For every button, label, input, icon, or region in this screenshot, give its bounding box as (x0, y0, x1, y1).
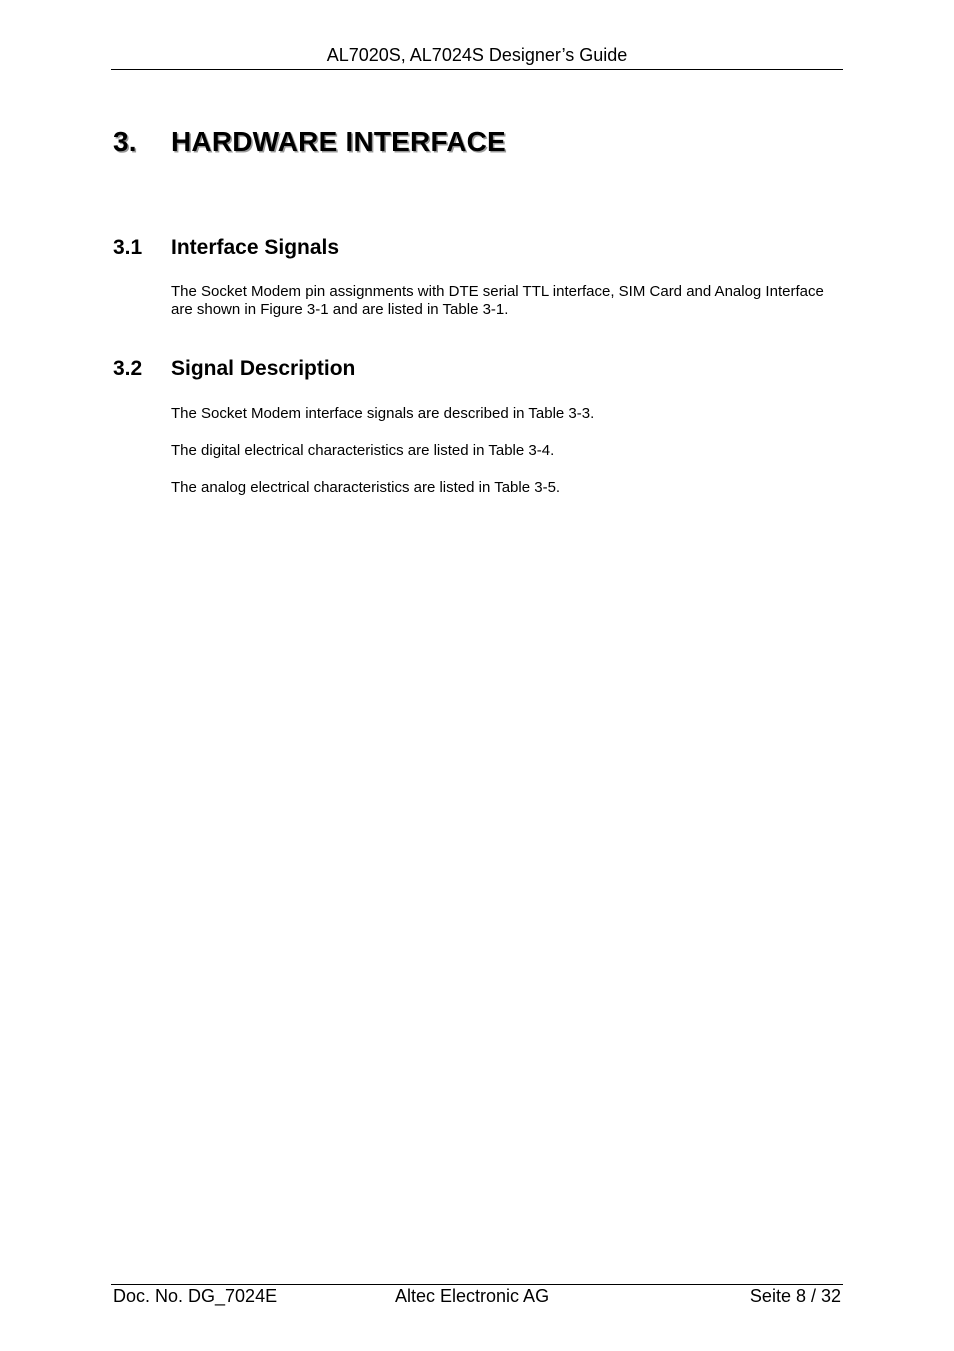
header-divider (111, 69, 843, 70)
page-header-title: AL7020S, AL7024S Designer’s Guide (326, 45, 628, 65)
paragraph: The Socket Modem interface signals are described in Table 3-3. (171, 405, 595, 422)
chapter-title: HARDWARE INTERFACE (171, 126, 506, 157)
footer-doc-number: Doc. No. DG_7024E (113, 1286, 278, 1306)
paragraph: The digital electrical characteristics are listed in Table 3-4. (171, 442, 555, 459)
footer-company: Altec Electronic AG (395, 1286, 550, 1306)
paragraph: The analog electrical characteristics are listed in Table 3-5. (171, 479, 561, 496)
section-title: Signal Description (171, 357, 356, 380)
chapter-number: 3. (113, 126, 137, 157)
paragraph: The Socket Modem pin assignments with DTE serial TTL interface, SIM Card and Analog Interface are shown in Figure 3-1 and are listed in Table 3-1. (171, 283, 824, 318)
section-number: 3.1 (113, 236, 143, 259)
footer-divider (111, 1284, 843, 1285)
footer-page-number: Seite 8 / 32 (749, 1286, 841, 1306)
section-number: 3.2 (113, 357, 143, 380)
section-title: Interface Signals (171, 236, 340, 259)
